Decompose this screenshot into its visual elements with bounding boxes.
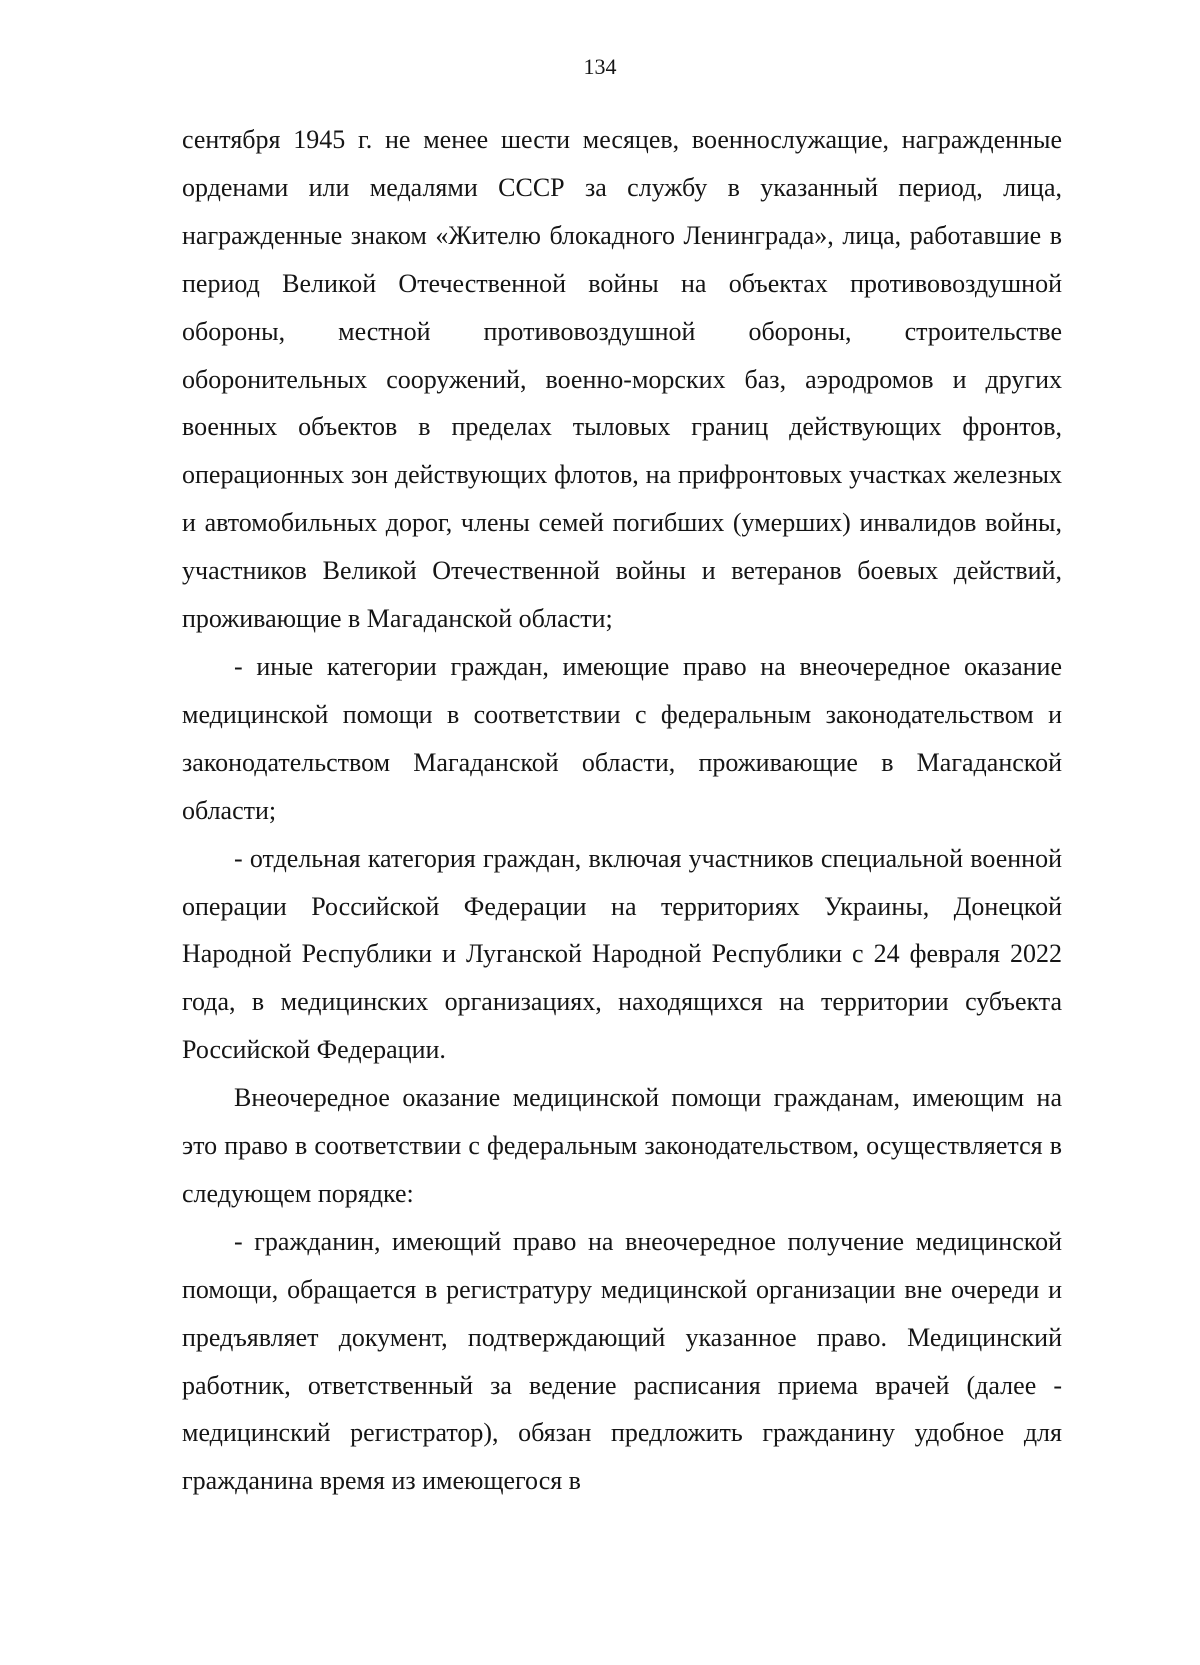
document-body bbox=[182, 116, 1062, 1505]
paragraph-registry-procedure: - гражданин, имеющий право на внеочередное получение медицинской помощи, обращается в регистратуру медицинской организации вне очереди и предъявляет документ, подтверждающий указанное право. Медицинский работник, ответственный за ведение расписания приема врачей (далее - медицинский регистратор), обязан предложить гражданину удобное для гражданина время из имеющегося в bbox=[182, 1226, 1062, 1496]
page-number: 134 bbox=[583, 54, 617, 79]
paragraph-veterans-list: сентября 1945 г. не менее шести месяцев, военнослужащие, награжденные орденами или медалями СССР за службу в указанный период, лица, награжденные знаком «Жителю блокадного Ленинграда», лица, работавшие в период Великой Отечественной войны на объектах противовоздушной обороны, местной противовоздушной обороны, строительстве оборонительных сооружений, военно-морских баз, аэродромов и других военных объектов в пределах тыловых границ действующих фронтов, операционных зон действующих флотов, на прифронтовых участках железных и автомобильных дорог, члены семей погибших (умерших) инвалидов войны, участников Великой Отечественной войны и ветеранов боевых действий, проживающие в Магаданской области; bbox=[182, 125, 1062, 634]
paragraph-svo-participants: - отдельная категория граждан, включая участников специальной военной операции Российской Федерации на территориях Украины, Донецкой Народной Республики и Луганской Народной Республики с 24 февраля 2022 года, в медицинских организациях, находящихся на территории субъекта Российской Федерации. bbox=[182, 843, 1062, 1065]
paragraph-other-categories: - иные категории граждан, имеющие право на внеочередное оказание медицинской помощи в соответствии с федеральным законодательством и законодательством Магаданской области, проживающие в Магаданской области; bbox=[182, 651, 1062, 825]
paragraph-procedure-intro: Внеочередное оказание медицинской помощи гражданам, имеющим на это право в соответствии с федеральным законодательством, осуществляется в следующем порядке: bbox=[182, 1083, 1062, 1208]
